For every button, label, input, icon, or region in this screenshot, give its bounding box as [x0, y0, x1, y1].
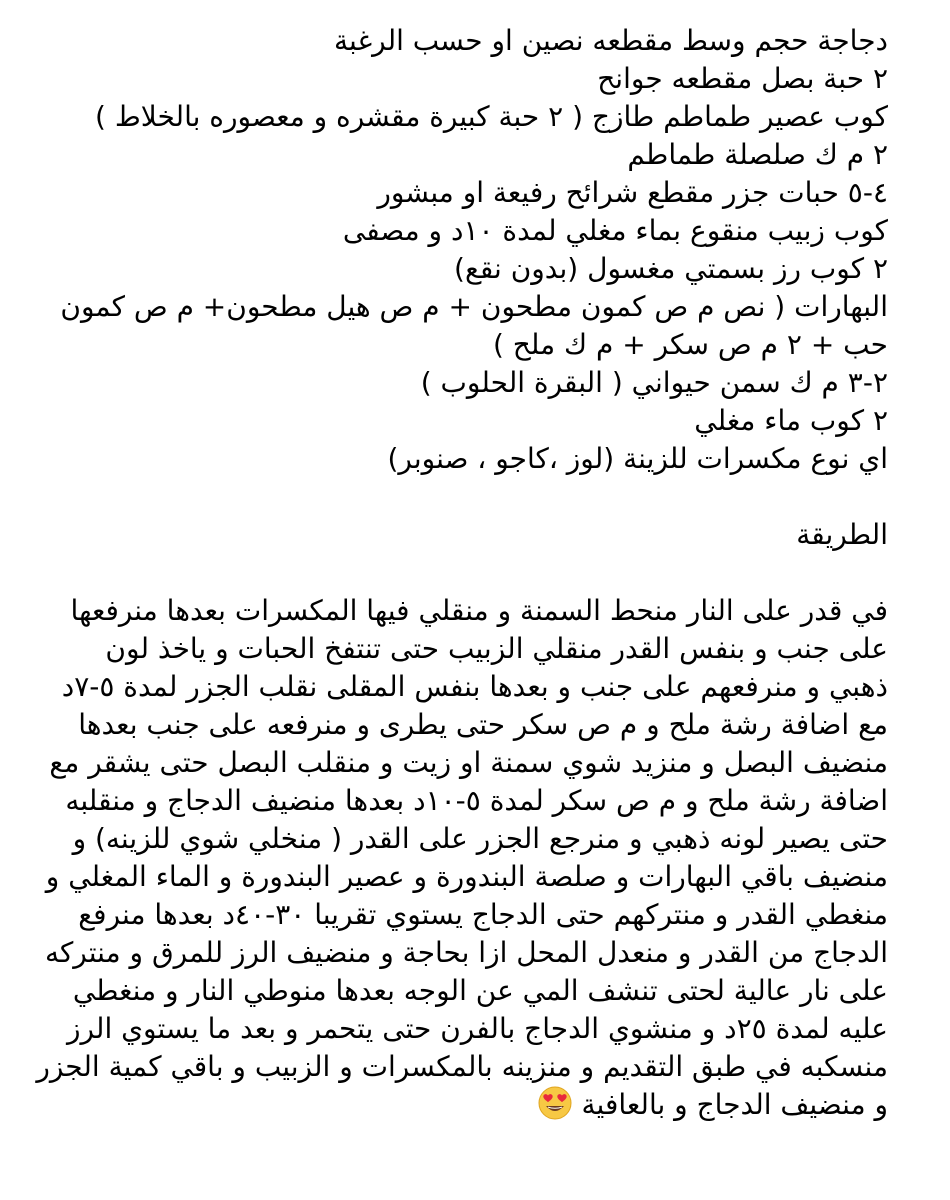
ingredient-line: دجاجة حجم وسط مقطعه نصين او حسب الرغبة — [334, 24, 888, 57]
ingredient-line: ٢ كوب رز بسمتي مغسول (بدون نقع) — [454, 252, 888, 285]
method-line: الدجاج من القدر و منعدل المحل ازا بحاجة و منضيف الرز للمرق و منتركه — [44, 936, 888, 969]
method-line: مع اضافة رشة ملح و م ص سكر حتى يطرى و منرفعه على جنب بعدها — [78, 708, 888, 741]
ingredient-line: ٢ م ك صلصلة طماطم — [627, 138, 888, 171]
method-line: منضيف باقي البهارات و صلصة البندورة و عصير البندورة و الماء المغلي و — [45, 860, 888, 893]
method-heading: الطريقة — [796, 518, 888, 551]
method-line: منضيف البصل و منزيد شوي سمنة او زيت و منقلب البصل حتى يشقر مع — [49, 746, 888, 779]
ingredient-line: كوب عصير طماطم طازج ( ٢ حبة كبيرة مقشره و معصوره بالخلاط ) — [95, 100, 888, 133]
heart-eyes-emoji-icon — [538, 1086, 572, 1120]
method-line: حتى يصير لونه ذهبي و منرجع الجزر على القدر ( منخلي شوي للزينه) و — [72, 822, 888, 855]
method-paragraph — [32, 592, 888, 1124]
ingredients-list — [32, 22, 888, 478]
method-line-last — [32, 1086, 888, 1124]
ingredient-line: اي نوع مكسرات للزينة (لوز ،كاجو ، صنوبر) — [387, 442, 888, 475]
method-line: منغطي القدر و منتركهم حتى الدجاج يستوي تقريبا ٣٠-٤٠د بعدها منرفع — [78, 898, 888, 931]
method-line: ذهبي و منرفعهم على جنب و بعدها بنفس المقلى نقلب الجزر لمدة ٥-٧د — [61, 670, 888, 703]
method-line-text: و منضيف الدجاج و بالعافية — [581, 1088, 888, 1121]
spacer — [32, 478, 888, 516]
ingredient-line: ٢ كوب ماء مغلي — [694, 404, 888, 437]
method-line: منسكبه في طبق التقديم و منزينه بالمكسرات و الزبيب و باقي كمية الجزر — [36, 1050, 888, 1083]
method-line: على نار عالية لحتى تنشف المي عن الوجه بعدها منوطي النار و منغطي — [72, 974, 888, 1007]
ingredient-line: البهارات ( نص م ص كمون مطحون + م ص هيل مطحون+ م ص كمون حب + ٢ م ص سكر + م ك ملح ) — [60, 290, 888, 361]
ingredient-line: ٤-٥ حبات جزر مقطع شرائح رفيعة او مبشور — [377, 176, 888, 209]
spacer — [32, 554, 888, 592]
ingredient-line: كوب زبيب منقوع بماء مغلي لمدة ١٠د و مصفى — [342, 214, 888, 247]
method-line: اضافة رشة ملح و م ص سكر لمدة ٥-١٠د بعدها منضيف الدجاج و منقلبه — [65, 784, 888, 817]
method-line: عليه لمدة ٢٥د و منشوي الدجاج بالفرن حتى يتحمر و بعد ما يستوي الرز — [66, 1012, 888, 1045]
method-line: على جنب و بنفس القدر منقلي الزبيب حتى تنتفخ الحبات و ياخذ لون — [105, 632, 888, 665]
method-line: في قدر على النار منحط السمنة و منقلي فيها المكسرات بعدها منرفعها — [70, 594, 888, 627]
ingredient-line: ٢-٣ م ك سمن حيواني ( البقرة الحلوب ) — [420, 366, 888, 399]
ingredient-line: ٢ حبة بصل مقطعه جوانح — [597, 62, 888, 95]
